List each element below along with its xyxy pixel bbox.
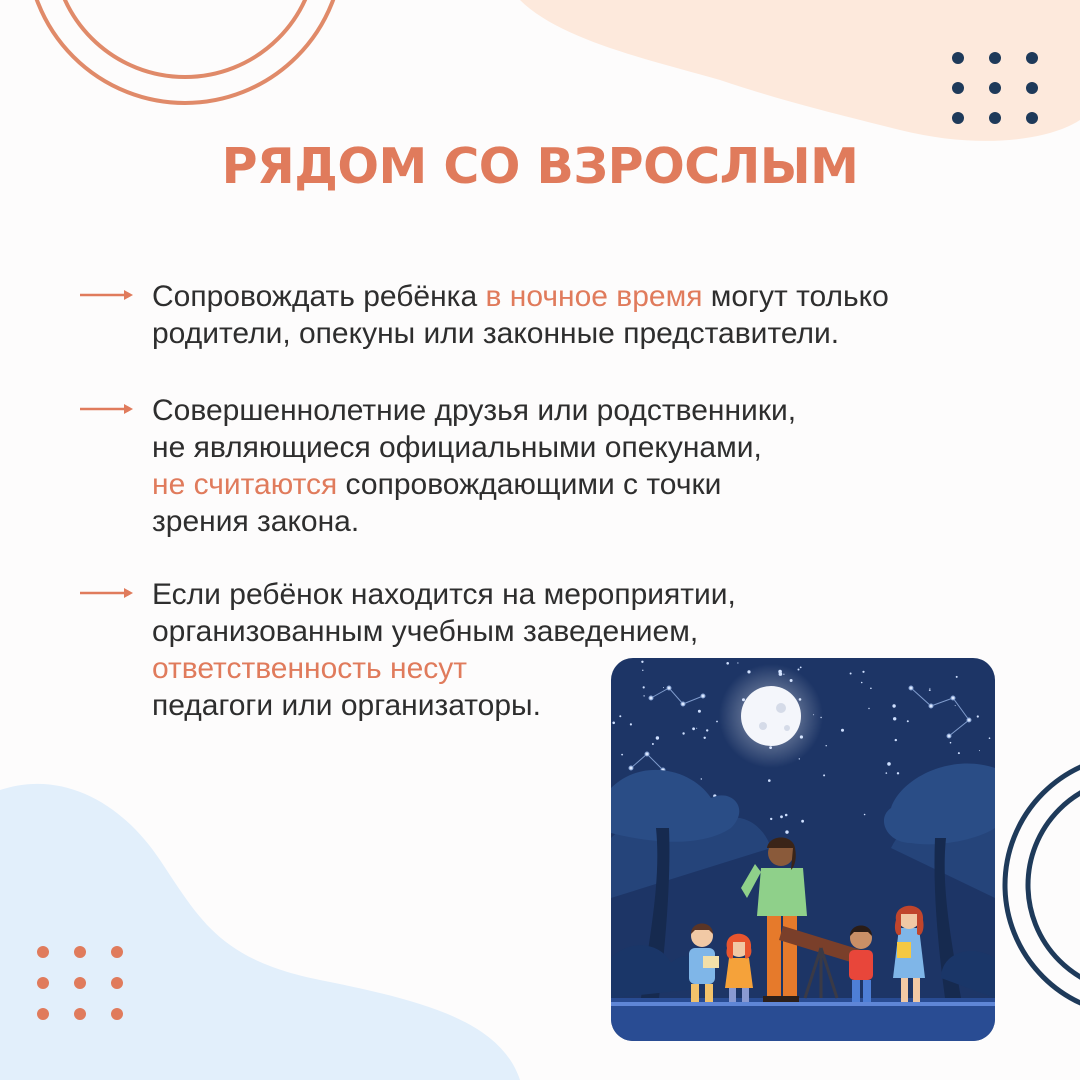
- text-run: сопровождающими с точки: [337, 468, 722, 501]
- star: [696, 728, 697, 729]
- star: [868, 708, 869, 709]
- blue-blob: [0, 784, 520, 1080]
- arrow-right-icon: [80, 288, 136, 302]
- star: [907, 720, 909, 722]
- star: [737, 662, 738, 663]
- star: [706, 729, 708, 731]
- star: [861, 682, 863, 684]
- highlight-text: ответственность несут: [152, 652, 467, 685]
- night-stargazing-illustration: [611, 658, 995, 1041]
- star: [887, 762, 891, 766]
- star: [929, 688, 930, 689]
- star: [621, 754, 623, 756]
- text-run: не являющиеся официальными опекунами,: [152, 431, 762, 464]
- star: [785, 830, 788, 833]
- star: [692, 727, 695, 730]
- arrow-right-icon: [80, 402, 136, 416]
- star: [642, 670, 643, 671]
- arrow-right-icon: [80, 586, 136, 600]
- text-run: Сопровождать ребёнка: [152, 280, 486, 313]
- star: [641, 661, 643, 663]
- star: [798, 669, 800, 671]
- star: [770, 818, 772, 820]
- star: [850, 673, 852, 675]
- star: [886, 772, 888, 774]
- star: [704, 737, 706, 739]
- star: [841, 729, 844, 732]
- star: [780, 815, 783, 818]
- star: [823, 774, 825, 776]
- star: [862, 671, 864, 673]
- star: [663, 687, 664, 688]
- star: [682, 732, 684, 734]
- list-item: [80, 278, 1020, 352]
- star: [652, 743, 654, 745]
- highlight-text: в ночное время: [485, 280, 703, 313]
- text-run: организованным учебным заведением,: [152, 615, 699, 648]
- star: [801, 820, 804, 823]
- star: [870, 688, 872, 690]
- star: [630, 723, 632, 725]
- star: [977, 715, 979, 717]
- right-rings: [1005, 755, 1080, 1015]
- star: [864, 814, 866, 816]
- star: [989, 737, 991, 739]
- star: [929, 689, 931, 691]
- star: [785, 814, 788, 817]
- star: [643, 695, 644, 696]
- star: [892, 704, 895, 707]
- top-left-rings: [27, 0, 343, 103]
- text-run: могут только: [702, 280, 889, 313]
- text-run: Совершеннолетние друзья или родственники,: [152, 394, 797, 427]
- star: [612, 722, 615, 725]
- text-run: родители, опекуны или законные представители.: [152, 317, 840, 350]
- text-run: педагоги или организаторы.: [152, 689, 541, 722]
- star: [955, 705, 956, 706]
- star: [701, 778, 702, 779]
- text-run: зрения закона.: [152, 505, 360, 538]
- star: [768, 779, 771, 782]
- star: [619, 715, 621, 717]
- star: [726, 662, 729, 665]
- star: [956, 676, 958, 678]
- star: [643, 686, 645, 688]
- list-item: [80, 392, 1020, 540]
- star: [979, 750, 980, 751]
- page-title: РЯДОМ СО ВЗРОСЛЫМ: [221, 138, 859, 195]
- star: [656, 736, 659, 739]
- star: [897, 772, 899, 774]
- highlight-text: не считаются: [152, 468, 338, 501]
- star: [895, 739, 897, 741]
- star: [958, 752, 960, 754]
- item-text: [152, 278, 1020, 352]
- item-text: [152, 392, 1020, 540]
- star: [893, 717, 896, 720]
- star: [950, 742, 952, 744]
- star: [716, 721, 718, 723]
- star: [826, 745, 827, 746]
- star: [698, 710, 701, 713]
- text-run: Если ребёнок находится на мероприятии,: [152, 578, 736, 611]
- star: [800, 667, 802, 669]
